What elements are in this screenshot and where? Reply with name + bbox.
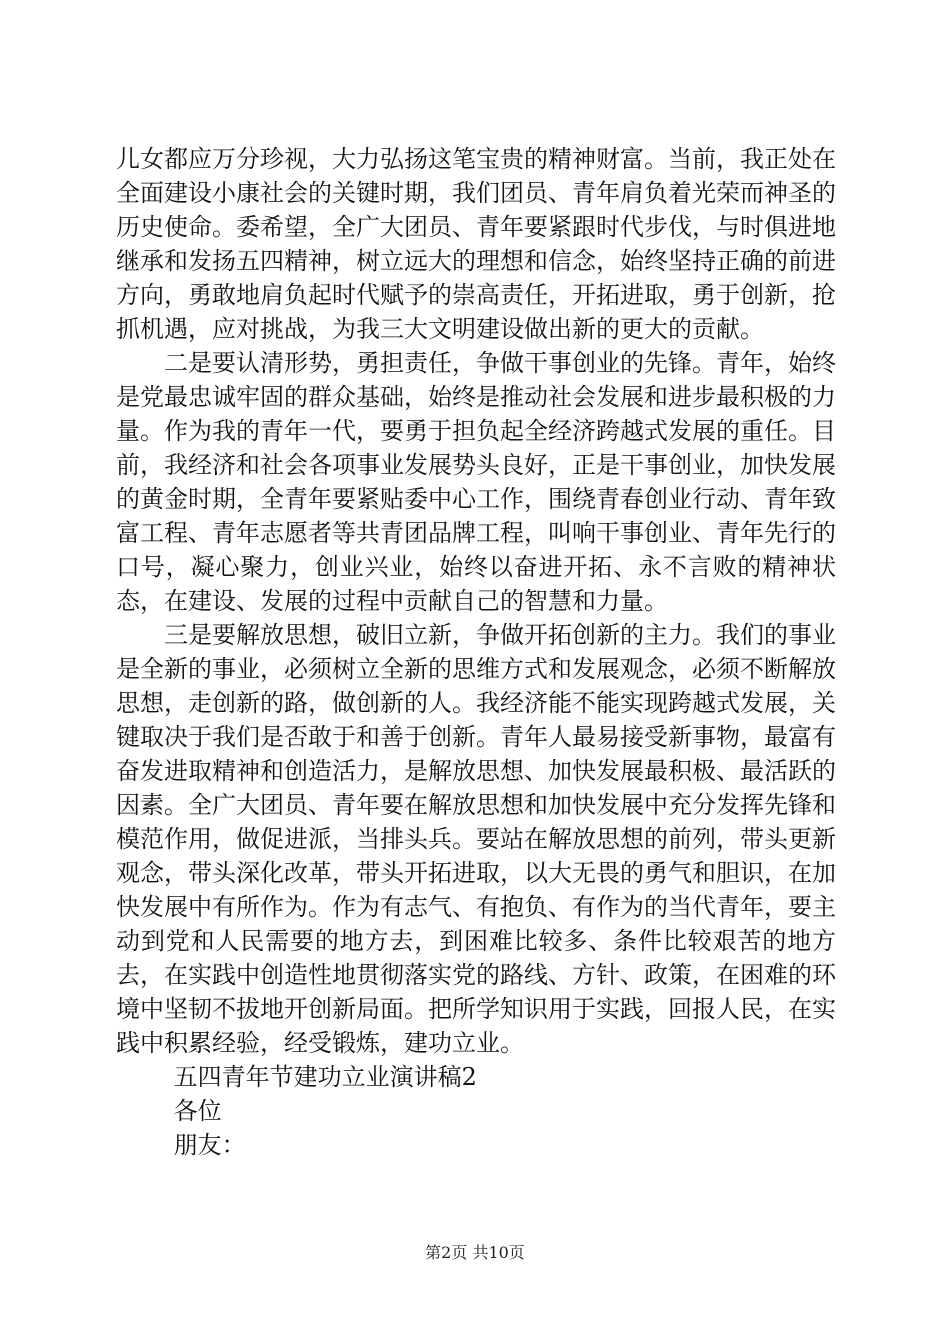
salutation-line-2: 朋友： [173, 1131, 246, 1159]
paragraph-point-three: 三是要解放思想，破旧立新，争做开拓创新的主力。我们的事业是全新的事业，必须树立全新的思维方式和发展观念，必须不断解放思想，走创新的路，做创新的人。我经济能不能实现跨越式发展，关键取决于我们是否敢于和善于创新。青年人最易接受新事物，最富有奋发进取精神和创造活力，是解放思想、加快发展最积极、最活跃的因素。全广大团员、青年要在解放思想和加快发展中充分发挥先锋和模范作用，做促进派，当排头兵。要站在解放思想的前列，带头更新观念，带头深化改革，带头开拓进取，以大无畏的勇气和胆识，在加快发展中有所作为。作为有志气、有抱负、有作为的当代青年，要主动到党和人民需要的地方去，到困难比较多、条件比较艰苦的地方去，在实践中创造性地贯彻落实党的路线、方针、政策，在困难的环境中坚韧不拔地开创新局面。把所学知识用于实践，回报人民，在实践中积累经验，经受锻炼，建功立业。 [116, 621, 836, 1057]
document-body [116, 142, 836, 1162]
salutation-line-1: 各位 [173, 1097, 222, 1125]
paragraph-continued: 儿女都应万分珍视，大力弘扬这笔宝贵的精神财富。当前，我正处在全面建设小康社会的关键时期，我们团员、青年肩负着光荣而神圣的历史使命。委希望，全广大团员、青年要紧跟时代步伐，与时俱进地继承和发扬五四精神，树立远大的理想和信念，始终坚持正确的前进方向，勇敢地肩负起时代赋予的崇高责任，开拓进取，勇于创新，抢抓机遇，应对挑战，为我三大文明建设做出新的更大的贡献。 [116, 145, 836, 343]
speech-title: 五四青年节建功立业演讲稿2 [173, 1063, 477, 1091]
paragraph-point-two: 二是要认清形势，勇担责任，争做干事创业的先锋。青年，始终是党最忠诚牢固的群众基础，始终是推动社会发展和进步最积极的力量。作为我的青年一代，要勇于担负起全经济跨越式发展的重任。目前，我经济和社会各项事业发展势头良好，正是干事创业，加快发展的黄金时期，全青年要紧贴委中心工作，围绕青春创业行动、青年致富工程、青年志愿者等共青团品牌工程，叫响干事创业、青年先行的口号，凝心聚力，创业兴业，始终以奋进开拓、永不言败的精神状态，在建设、发展的过程中贡献自己的智慧和力量。 [116, 349, 836, 615]
page-footer: 第2页 共10页 [425, 1243, 525, 1262]
